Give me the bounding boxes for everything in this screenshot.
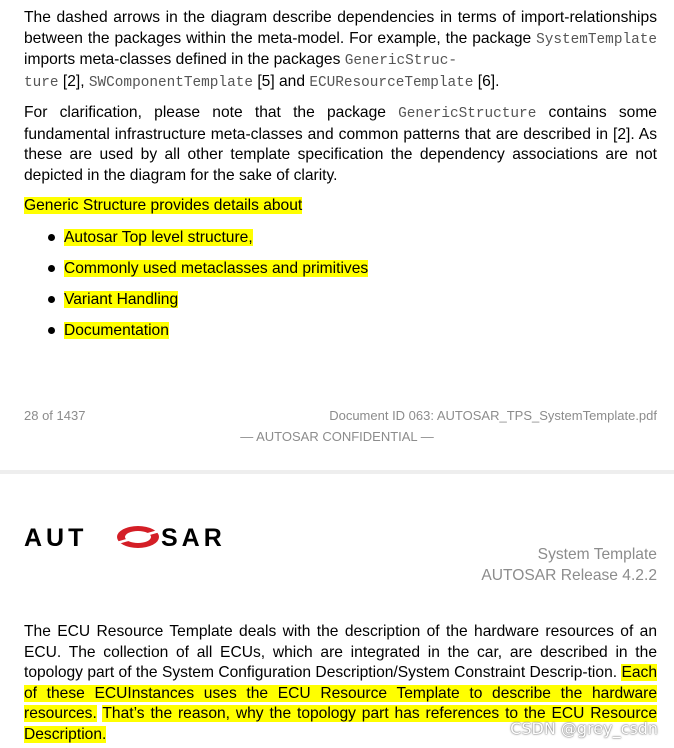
page-1-body xyxy=(24,8,657,352)
bullet-list xyxy=(24,228,657,341)
bullet-icon xyxy=(48,234,55,241)
list-item xyxy=(24,259,657,279)
bullet-icon xyxy=(48,296,55,303)
header-release: AUTOSAR Release 4.2.2 xyxy=(481,567,657,584)
code-generic-structure-part1: GenericStruc- xyxy=(344,53,457,69)
autosar-logo-icon xyxy=(24,526,264,548)
svg-text:SAR: SAR xyxy=(161,526,226,548)
code-generic-structure-part2: ture xyxy=(24,74,59,91)
bullet-icon xyxy=(48,327,55,334)
code-ecu-resource-template: ECUResourceTemplate xyxy=(309,74,474,91)
list-item-text: Commonly used metaclasses and primitives xyxy=(64,259,369,277)
paragraph-dependencies xyxy=(24,8,657,93)
header-title: System Template xyxy=(537,546,657,563)
text-run: The ECU Resource Template deals with the description of the hardware resources of an ECU. The collection of all ECUs, which are integrated in the car, are described in the topology part of the System Configuration Description/System Constraint Descrip-tion. xyxy=(24,623,657,681)
text-run: [2], xyxy=(58,72,89,90)
text-run: imports meta-classes defined in the packages xyxy=(24,51,345,68)
autosar-logo xyxy=(24,526,264,548)
code-system-template: SystemTemplate xyxy=(536,31,657,48)
page-number: 28 of 1437 xyxy=(24,408,86,423)
text-run: For clarification, please note that the package xyxy=(24,104,399,121)
highlighted-text: That’s the reason, why the topology part has references to the ECU Resource Description. xyxy=(24,705,657,743)
highlighted-text: Each of these ECUInstances uses the ECU Resource Template to describe the hardware resources. xyxy=(24,664,657,722)
text-run: contains some fundamental infrastructure meta-classes and common patterns that are described in [2]. As these are used by all other template specification the dependency associations are not depicted in the diagram for the sake of clarity. xyxy=(24,104,657,184)
highlight-heading xyxy=(24,196,657,217)
text-run: [5] and xyxy=(252,72,310,90)
list-item xyxy=(24,321,657,341)
paragraph-clarification xyxy=(24,103,657,186)
bullet-icon xyxy=(48,265,55,272)
confidential-label: — AUTOSAR CONFIDENTIAL — xyxy=(240,429,434,444)
list-item-text: Autosar Top level structure, xyxy=(64,228,253,246)
highlighted-text: Generic Structure provides details about xyxy=(24,197,303,214)
list-item xyxy=(24,228,657,248)
text-run: The dashed arrows in the diagram describe dependencies in terms of import-relationships between the packages within the meta-model. For example, the package xyxy=(24,9,657,47)
code-sw-component-template: SWComponentTemplate xyxy=(88,74,253,91)
csdn-watermark: CSDN @grey_csdn xyxy=(510,719,658,738)
list-item-text: Documentation xyxy=(64,321,169,339)
document-id: Document ID 063: AUTOSAR_TPS_SystemTemplate.pdf xyxy=(329,408,657,423)
page-separator xyxy=(0,470,674,474)
list-item xyxy=(24,290,657,310)
list-item-text: Variant Handling xyxy=(64,290,179,308)
code-generic-structure: GenericStructure xyxy=(398,106,537,122)
svg-text:AUT: AUT xyxy=(24,526,88,548)
text-run: [6]. xyxy=(473,72,500,90)
